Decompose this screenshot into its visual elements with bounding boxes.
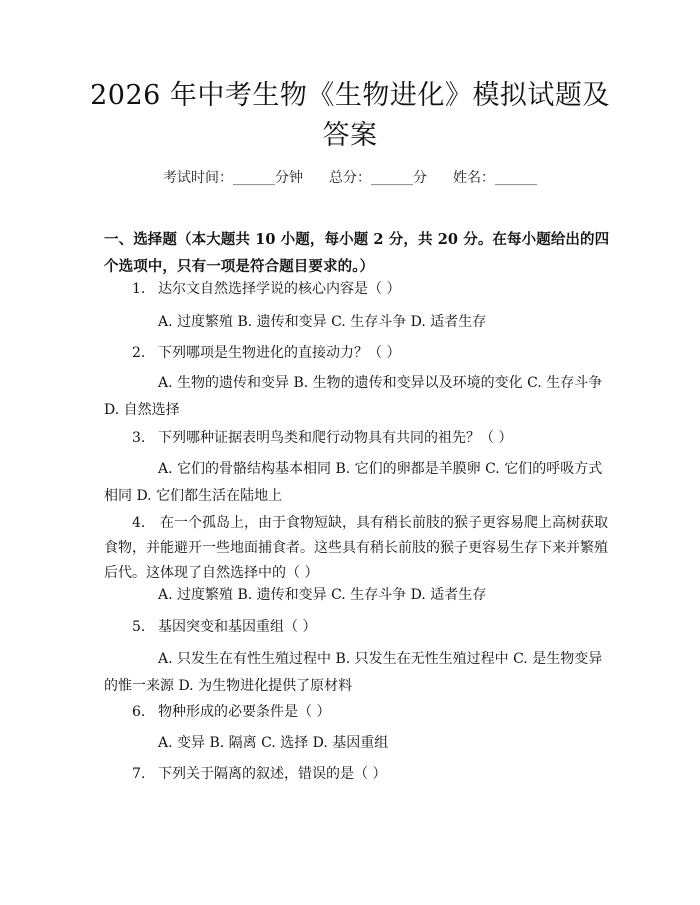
question-2-options: A. 生物的遗传和变异 B. 生物的遗传和变异以及环境的变化 C. 生存斗争 D. 自然选择 <box>104 375 603 418</box>
question-number: 3. <box>132 430 146 446</box>
question-1 <box>104 277 616 302</box>
question-text: 在一个孤岛上，由于食物短缺，具有稍长前肢的猴子更容易爬上高树获取食物，并能避开一些地面捕食者。这些具有稍长前肢的猴子更容易生存下来并繁殖后代。这体现了自然选择中的（ ） <box>104 515 608 581</box>
document-title: 2026 年中考生物《生物进化》模拟试题及答案 <box>90 80 610 151</box>
question-6-options: A. 变异 B. 隔离 C. 选择 D. 基因重组 <box>158 735 389 751</box>
question-text: 下列关于隔离的叙述，错误的是（ ） <box>158 766 387 782</box>
question-3 <box>104 426 616 451</box>
question-4 <box>104 511 616 586</box>
exam-info <box>0 168 700 188</box>
question-3-options: A. 它们的骨骼结构基本相同 B. 它们的卵都是羊膜卵 C. 它们的呼吸方式相同 D. 它们都生活在陆地上 <box>104 461 603 504</box>
question-5 <box>104 615 616 640</box>
question-number: 6. <box>132 704 146 720</box>
question-4-options: A. 过度繁殖 B. 遗传和变异 C. 生存斗争 D. 适者生存 <box>158 587 487 603</box>
question-7 <box>104 762 616 787</box>
question-5-options: A. 只发生在有性生殖过程中 B. 只发生在无性生殖过程中 C. 是生物变异的惟一来源 D. 为生物进化提供了原材料 <box>104 651 603 694</box>
student-name-label: 姓名：______ <box>453 170 537 186</box>
question-number: 4. <box>132 515 146 531</box>
section-heading: 一、选择题（本大题共 10 小题，每小题 2 分，共 20 分。在每小题给出的四个选项中，只有一项是符合题目要求的。） <box>104 231 610 275</box>
exam-time-label: 考试时间：______分钟 <box>163 170 303 186</box>
question-text: 达尔文自然选择学说的核心内容是（ ） <box>158 281 401 297</box>
question-6 <box>104 700 616 725</box>
question-text: 下列哪项是生物进化的直接动力？（ ） <box>158 345 401 361</box>
total-score-label: 总分：______分 <box>329 170 427 186</box>
question-text: 物种形成的必要条件是（ ） <box>158 704 331 720</box>
question-text: 基因突变和基因重组（ ） <box>158 619 317 635</box>
question-number: 7. <box>132 766 146 782</box>
question-2 <box>104 341 616 366</box>
question-text: 下列哪种证据表明鸟类和爬行动物具有共同的祖先？（ ） <box>158 430 513 446</box>
question-number: 1. <box>132 281 146 297</box>
question-1-options: A. 过度繁殖 B. 遗传和变异 C. 生存斗争 D. 适者生存 <box>158 314 487 330</box>
question-number: 5. <box>132 619 146 635</box>
question-number: 2. <box>132 345 146 361</box>
